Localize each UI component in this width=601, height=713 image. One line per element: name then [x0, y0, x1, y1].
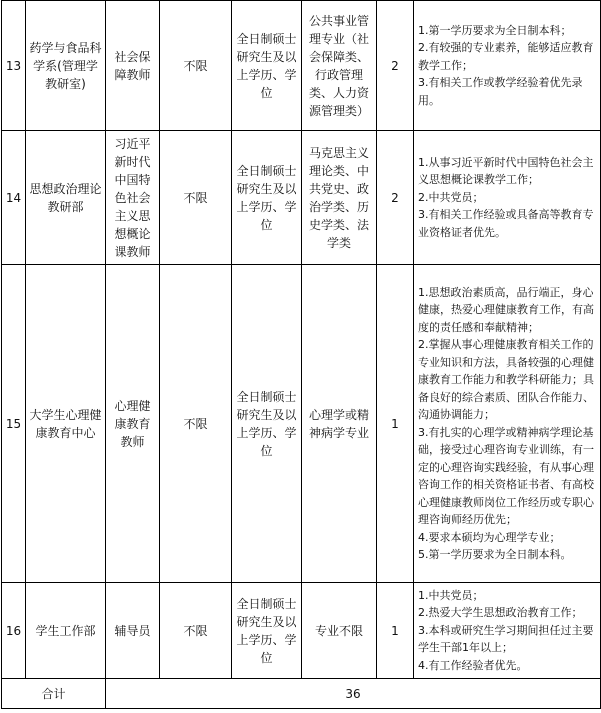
requirement-line: 1.从事习近平新时代中国特色社会主义思想概论课教学工作； — [418, 155, 594, 187]
table-row — [2, 131, 601, 265]
major-cell: 心理学或精神病学专业 — [302, 265, 377, 583]
department-cell: 药学与食品科学系(管理学教研室) — [26, 1, 106, 131]
requirement-line: 1.中共党员； — [418, 588, 484, 602]
requirements-cell — [414, 583, 601, 679]
range-cell: 不限 — [160, 583, 232, 679]
requirement-line: 3.有扎实的心理学或精神病学理论基础，接受过心理咨询专业训练，有一定的心理咨询实践经验，有从事心理咨询工作的相关资格证书者、有高校心理健康教师岗位工作经历或专职心理咨询师经历优先； — [418, 425, 594, 526]
requirement-line: 4.要求本硕均为心理学专业； — [418, 530, 561, 544]
total-value: 36 — [106, 679, 601, 709]
major-cell: 公共事业管理专业（社会保障类、行政管理类、人力资源管理类） — [302, 1, 377, 131]
table-row — [2, 583, 601, 679]
row-number: 14 — [2, 131, 26, 265]
requirement-line: 1.思想政治素质高，品行端正，身心健康，热爱心理健康教育工作，有高度的责任感和奉献精神； — [418, 285, 594, 334]
count-cell: 2 — [377, 131, 414, 265]
count-cell: 1 — [377, 583, 414, 679]
position-cell: 社会保障教师 — [106, 1, 160, 131]
total-label: 合计 — [2, 679, 106, 709]
count-cell: 1 — [377, 265, 414, 583]
recruitment-table — [1, 0, 601, 709]
requirement-line: 2.有较强的专业素养，能够适应教育教学工作； — [418, 41, 594, 72]
requirements-cell — [414, 131, 601, 265]
range-cell: 不限 — [160, 131, 232, 265]
major-cell: 专业不限 — [302, 583, 377, 679]
requirement-line: 5.第一学历要求为全日制本科。 — [418, 548, 572, 561]
table-row — [2, 1, 601, 131]
department-cell: 大学生心理健康教育中心 — [26, 265, 106, 583]
major-cell: 马克思主义理论类、中共党史、政治学类、历史学类、法学类 — [302, 131, 377, 265]
row-number: 16 — [2, 583, 26, 679]
requirement-line: 3.有相关工作经验或具备高等教育专业资格证者优先。 — [418, 208, 594, 239]
count-cell: 2 — [377, 1, 414, 131]
requirement-line: 2.热爱大学生思想政治教育工作； — [418, 606, 583, 620]
table-row — [2, 265, 601, 583]
range-cell: 不限 — [160, 265, 232, 583]
requirement-line: 2.中共党员； — [418, 190, 484, 204]
requirement-line: 1.第一学历要求为全日制本科； — [418, 23, 572, 37]
row-number: 13 — [2, 1, 26, 131]
requirement-line: 3.有相关工作或教学经验着优先录用。 — [418, 76, 583, 107]
position-cell: 习近平新时代中国特色社会主义思想概论课教师 — [106, 131, 160, 265]
row-number: 15 — [2, 265, 26, 583]
department-cell: 思想政治理论教研部 — [26, 131, 106, 265]
requirement-line: 4.有工作经验者优先。 — [418, 658, 528, 672]
requirement-line: 3.本科或研究生学习期间担任过主要学生干部1年以上； — [418, 623, 594, 655]
position-cell: 心理健康教育教师 — [106, 265, 160, 583]
total-row — [2, 679, 601, 709]
education-cell: 全日制硕士研究生及以上学历、学位 — [232, 131, 302, 265]
position-cell: 辅导员 — [106, 583, 160, 679]
education-cell: 全日制硕士研究生及以上学历、学位 — [232, 583, 302, 679]
requirement-line: 2.掌握从事心理健康教育相关工作的专业知识和方法，具备较强的心理健康教育工作能力和教学科研能力；具备良好的综合素质、团队合作能力、沟通协调能力； — [418, 338, 594, 421]
range-cell: 不限 — [160, 1, 232, 131]
education-cell: 全日制硕士研究生及以上学历、学位 — [232, 1, 302, 131]
education-cell: 全日制硕士研究生及以上学历、学位 — [232, 265, 302, 583]
requirements-cell — [414, 265, 601, 583]
department-cell: 学生工作部 — [26, 583, 106, 679]
requirements-cell — [414, 1, 601, 131]
